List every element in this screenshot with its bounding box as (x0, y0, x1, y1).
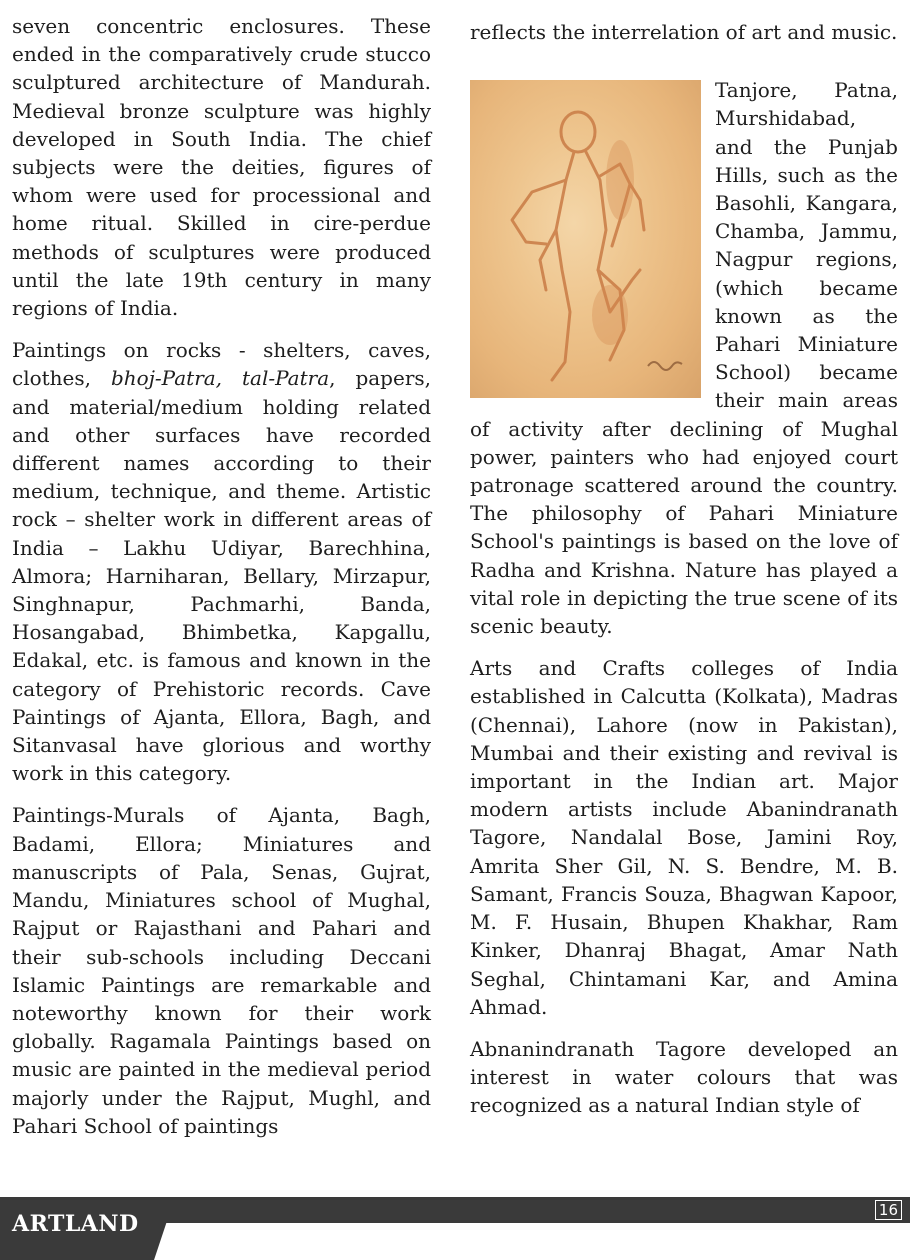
page-footer (0, 1197, 910, 1260)
page-number: 16 (875, 1200, 902, 1220)
paragraph-arts-colleges: Arts and Crafts colleges of India established in Calcutta (Kolkata), Madras (Chennai), Lahore (now in Pakistan), Mumbai and their existing and revival is important in the Indian art. Major modern artists include Abanindranath Tagore, Nandalal Bose, Jamini Roy, Amrita Sher Gil, N. S. Bendre, M. B. Samant, Francis Souza, Bhagwan Kapoor, M. F. Husain, Bhupen Khakhar, Ram Kinker, Dhanraj Bhagat, Amar Nath Seghal, Chintamani Kar, and Amina Ahmad. (470, 656, 898, 1019)
right-column (470, 18, 898, 1134)
dancing-figure-painting-image (470, 80, 701, 398)
paragraph-sculpture: seven concentric enclosures. These ended in the comparatively crude stucco sculptured architecture of Mandurah. Medieval bronze sculpture was highly developed in South India. The chief subjects were the deities, figures of whom were used for processional and home ritual. Skilled in cire-perdue methods of sculptures were produced until the late 19th century in many regions of India. (12, 14, 431, 321)
paragraph-interrelation: reflects the interrelation of art and music. (470, 20, 898, 44)
paragraph-rock-paintings-text-a: Paintings on rocks - shelters, caves, clothes, (12, 338, 431, 391)
paragraph-pahari-school: Tanjore, Patna, Murshidabad, and the Punjab Hills, such as the Basohli, Kangara, Chamba, Jammu, Nagpur regions, (which became known as the Pahari Miniature School) became their main areas of activity after declining of Mughal power, painters who had enjoyed court patronage scattered around the country. The philosophy of Pahari Miniature School's paintings is based on the love of Radha and Krishna. Nature has played a vital role in depicting the true scene of its scenic beauty. (470, 78, 898, 639)
left-column (12, 12, 431, 1154)
paragraph-murals: Paintings-Murals of Ajanta, Bagh, Badami, Ellora; Miniatures and manuscripts of Pala, Senas, Gujrat, Mandu, Miniatures school of Mughal, Rajput or Rajasthani and Pahari and their sub-schools including Deccani Islamic Paintings are remarkable and noteworthy known for their work globally. Ragamala Paintings based on music are painted in the medieval period majorly under the Rajput, Mughl, and Pahari School of paintings (12, 803, 431, 1138)
brand-logo-text: ARTLAND (12, 1211, 139, 1237)
paragraph-rock-paintings-text-b: , papers, and material/medium holding related and other surfaces have recorded different names according to their medium, technique, and theme. Artistic rock – shelter work in different areas of India – Lakhu Udiyar, Barechhina, Almora; Harniharan, Bellary, Mirzapur, Singhnapur, Pachmarhi, Banda, Hosangabad, Bhimbetka, Kapgallu, Edakal, etc. is famous and known in the category of Prehistoric records. Cave Paintings of Ajanta, Ellora, Bagh, and Sitanvasal have glorious and worthy work in this category. (12, 366, 431, 786)
dancing-figure-icon (470, 80, 701, 398)
paragraph-rock-paintings (12, 336, 431, 787)
paragraph-tagore: Abnanindranath Tagore developed an interest in water colours that was recognized as a natural Indian style of (470, 1036, 898, 1118)
paragraph-rock-paintings-italic: bhoj-Patra, tal-Patra (110, 366, 330, 391)
